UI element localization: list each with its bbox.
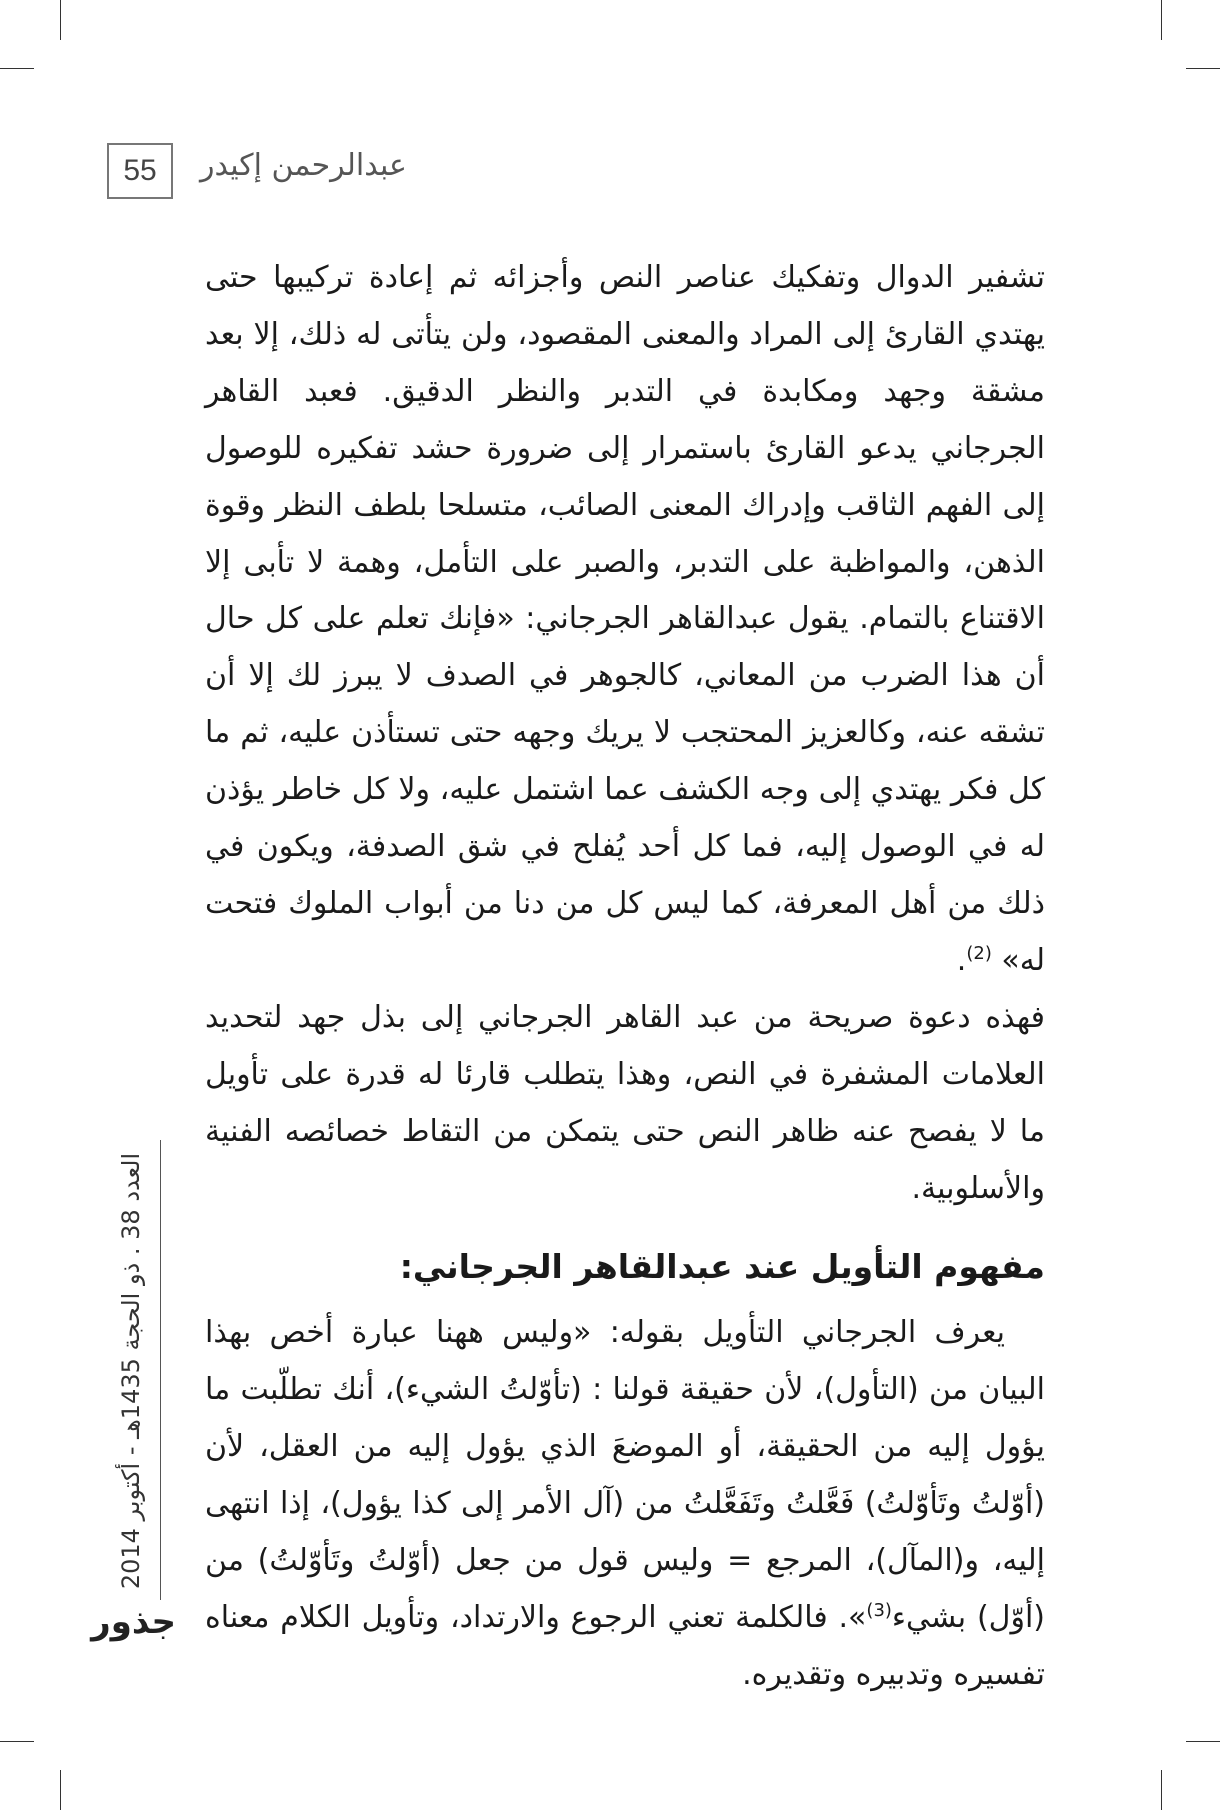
crop-mark <box>0 1741 34 1742</box>
crop-mark <box>1186 1741 1220 1742</box>
crop-mark <box>60 0 61 40</box>
footnote-ref-tail: . <box>956 942 967 978</box>
main-text <box>205 250 1045 1704</box>
crop-mark <box>1161 1770 1162 1810</box>
paragraph <box>205 250 1045 990</box>
paragraph-text: يعرف الجرجاني التأويل بقوله: «وليس ههنا عبارة أخص بهذا البيان من (التأول)، لأن حقيقة قولنا : (تأوّلتُ الشيء)، أنك تطلّبت ما يؤول إليه من الحقيقة، أو الموضعَ الذي يؤول إليه من العقل، لأن (أوّلتُ وتَأوّلتُ) فَعَّلتُ وتَفَعَّلتُ من (آل الأمر إلى كذا يؤول)، إذا انتهى إليه، و(المآل)، المرجع = وليس قول من جعل (أوّلتُ وتَأوّلتُ) من (أوّل) بشيء <box>205 1315 1045 1635</box>
crop-mark <box>1186 68 1220 69</box>
paragraph-text: ». فالكلمة تعني الرجوع والارتداد، وتأويل الكلام معناه تفسيره وتدبيره وتقديره. <box>205 1599 1045 1692</box>
footnote-ref: (3) <box>866 1599 892 1621</box>
issue-info-text: العدد 38 . ذو الحجة 1435هـ - أكتوبر 2014 <box>117 1152 145 1590</box>
crop-mark <box>0 68 34 69</box>
side-rule <box>160 1140 161 1600</box>
journal-logo: جذور <box>91 1602 176 1642</box>
paragraph: فهذه دعوة صريحة من عبد القاهر الجرجاني إلى بذل جهد لتحديد العلامات المشفرة في النص، وهذا يتطلب قارئا له قدرة على تأويل ما لا يفصح عنه ظاهر النص حتى يتمكن من التقاط خصائصه الفنية والأسلوبية. <box>205 999 1045 1206</box>
running-header-author: عبدالرحمن إكيدر <box>200 148 407 183</box>
section-heading: مفهوم التأويل عند عبدالقاهر الجرجاني: <box>399 1247 1045 1287</box>
crop-mark <box>1161 0 1162 40</box>
footnote-ref: (2) <box>966 942 992 964</box>
crop-mark <box>60 1770 61 1810</box>
issue-info <box>112 1144 150 1598</box>
paragraph <box>205 1305 1045 1703</box>
paragraph-text: تشفير الدوال وتفكيك عناصر النص وأجزائه ثم إعادة تركيبها حتى يهتدي القارئ إلى المراد والمعنى المقصود، ولن يتأتى له ذلك، إلا بعد مشقة وجهد ومكابدة في التدبر والنظر الدقيق. فعبد القاهر الجرجاني يدعو القارئ باستمرار إلى ضرورة حشد تفكيره للوصول إلى الفهم الثاقب وإدراك المعنى الصائب، متسلحا بلطف النظر وقوة الذهن، والمواظبة على التدبر، والصبر على التأمل، وهمة لا تأبى إلا الاقتناع بالتمام. يقول عبدالقاهر الجرجاني: «فإنك تعلم على كل حال أن هذا الضرب من المعاني، كالجوهر في الصدف لا يبرز لك إلا أن تشقه عنه، وكالعزيز المحتجب لا يريك وجهه حتى تستأذن عليه، ثم ما كل فكر يهتدي إلى وجه الكشف عما اشتمل عليه، ولا كل خاطر يؤذن له في الوصول إليه، فما كل أحد يُفلح في شق الصدفة، ويكون في ذلك من أهل المعرفة، كما ليس كل من دنا من أبواب الملوك فتحت له» <box>205 260 1045 978</box>
page-number: 55 <box>107 143 173 199</box>
